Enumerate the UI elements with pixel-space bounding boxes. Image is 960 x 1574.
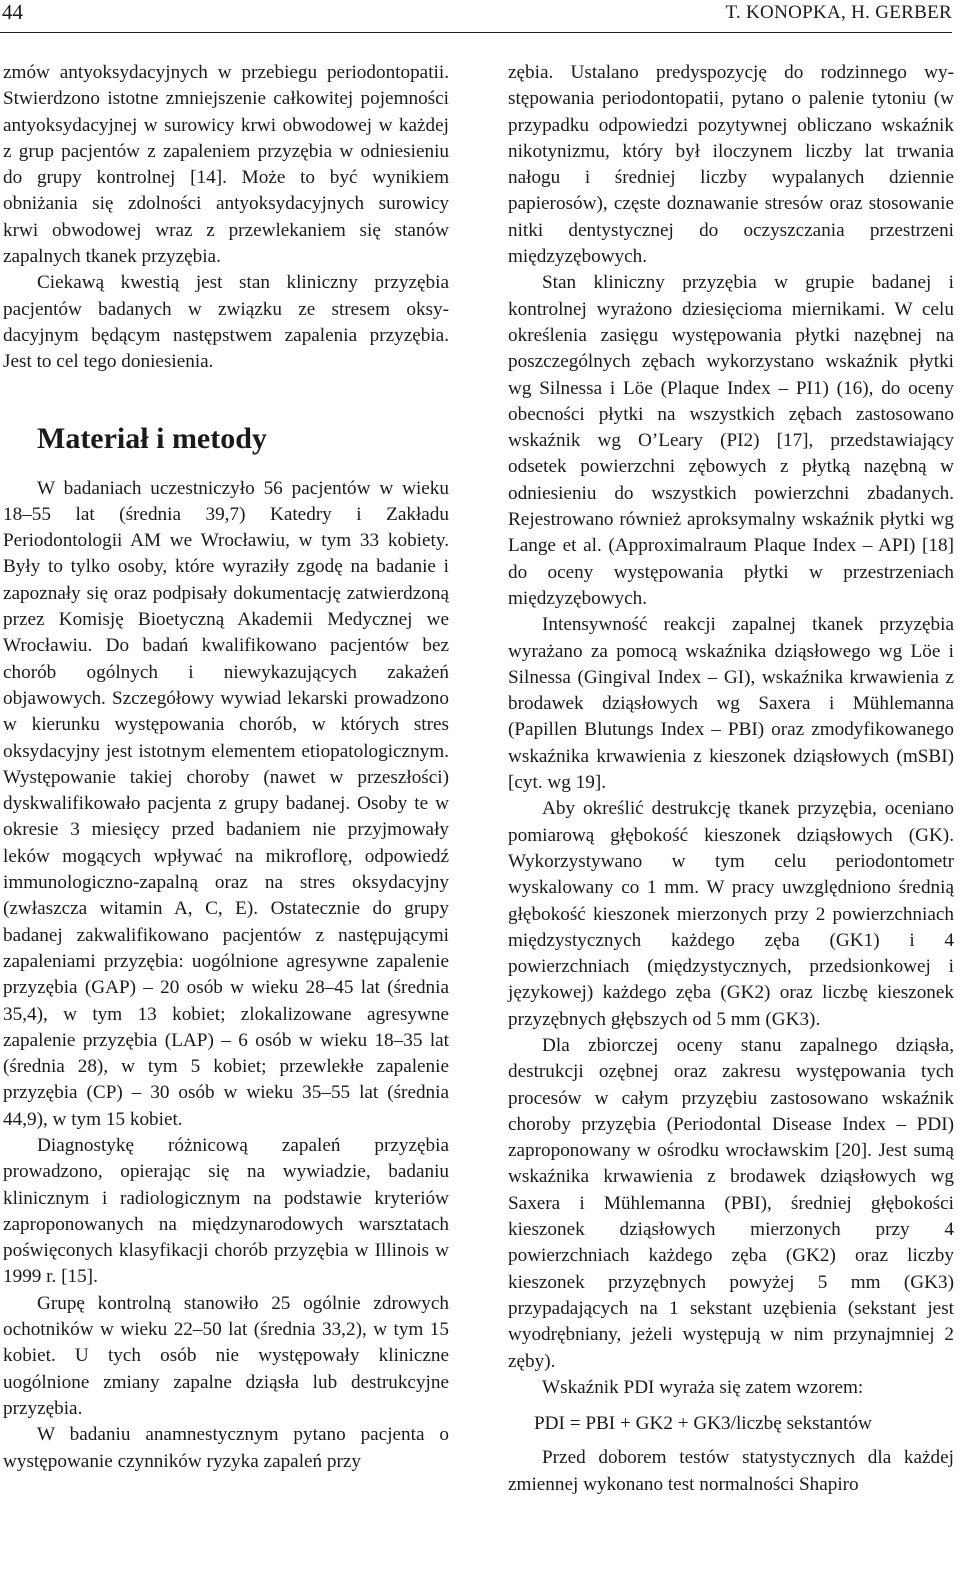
- paragraph: W badaniach uczestniczyło 56 pacjentów w wieku 18–55 lat (średnia 39,7) Katedry i Zakładu Periodontologii AM we Wrocławiu, w tym 33 kobiety. Były to tylko osoby, które wyraziły zgodę na badanie i zapoznały się oraz podpisały dokumentację zatwierdzoną przez Komisję Bioetyczną Akademii Medycznej we Wrocławiu. Do badań kwalifikowano pacjentów bez chorób ogólnych i niewykazujących zakażeń objawowych. Szczegółowy wywiad lekarski prowadzono w kierunku występowania chorób, w których stres oksydacyjny jest istotnym elementem etiopatologicznym. Występowanie takiej choroby (nawet w przeszłości) dyskwalifikowało pacjenta z grupy badanej. Osoby te w okresie 3 miesięcy przed badaniem nie przyjmowały leków mogących wpływać na mikroflorę, odpowiedź immunologiczno-zapalną oraz na stres oksydacyjny (zwłaszcza witamin A, C, E). Ostatecznie do grupy badanej zakwalifikowano pacjentów z następującymi zapaleniami przyzębia: uogólnione agresywne zapalenie przyzębia (GAP) – 20 osób w wieku 28–45 lat (średnia 35,4), w tym 13 kobiet; zlokalizowane agresywne zapalenie przyzębia (LAP) – 6 osób w wieku 18–35 lat (średnia 28), w tym 5 kobiet; przewlekłe zapalenie przyzębia (CP) – 30 osób w wieku 35–55 lat (średnia 44,9), w tym 15 kobiet.: [3, 477, 449, 1130]
- paragraph: zębia. Ustalano predyspozycję do rodzinnego występowania periodontopatii, pytano o palenie tytoniu (w przypadku odpowiedzi pozytywnej obliczano wskaźnik nikotynizmu, który był iloczynem liczby lat trwania nałogu i średniej liczby wypalanych dziennie papierosów), częste doznawanie stresów oraz stosowanie nitki dentystycznej do oczyszczania przestrzeni międzyzębowych.: [508, 62, 954, 268]
- paragraph: Intensywność reakcji zapalnej tkanek przyzębia wyrażano za pomocą wskaźnika dziąsłowego wg Löe i Silnessa (Gingival Index – GI), wskaźnika krwawienia z brodawek dziąsłowych wg Saxera i Mühlemanna (Papillen Blutungs Index – PBI) oraz zmodyfikowanego wskaźnika krwawienia z kieszonek dziąsłowych (mSBI) [cyt. wg 19].: [508, 614, 954, 794]
- running-head-authors: T. KONOPKA, H. GERBER: [725, 2, 952, 23]
- paragraph: W badaniu anamnestycznym pytano pacjenta o występowanie czynników ryzyka zapaleń przy: [3, 1424, 449, 1472]
- paragraph: Przed doborem testów statystycznych dla każdej zmiennej wykonano test normalności Shapiro: [508, 1447, 954, 1495]
- right-column: [508, 60, 954, 1498]
- paragraph: Wskaźnik PDI wyraża się zatem wzorem:: [542, 1376, 864, 1398]
- paragraph: Ciekawą kwestią jest stan kliniczny przyzębia pacjentów badanych w związku ze stresem oksydacyjnym będącym następstwem zapalenia przyzębia. Jest to cel tego doniesienia.: [3, 272, 449, 373]
- paragraph: Grupę kontrolną stanowiło 25 ogólnie zdrowych ochotników w wieku 22–50 lat (średnia 33,2), w tym 15 kobiet. U tych osób nie występowały kliniczne uogólnione zmiany zapalne dziąsła lub destrukcyjne przyzębia.: [3, 1292, 449, 1419]
- paragraph: Dla zbiorczej oceny stanu zapalnego dziąsła, destrukcji ozębnej oraz zakresu występowania tych procesów w całym przyzębiu zastosowano wskaźnik choroby przyzębia (Periodontal Disease Index – PDI) zaproponowany w ośrodku wrocławskim [20]. Jest sumą wskaźnika krwawienia z brodawek dziąsłowych wg Saxera i Mühlemanna (PBI), średniej głębokości kieszonek dziąsłowych mierzonych przy 4 powierzchniach każdego zęba (GK2) oraz liczby kieszonek przyzębnych powyżej 5 mm (GK3) przypadających na 1 sekstant uzębienia (sekstant jest wyodrębniany, jeżeli występują w nim przynajmniej 2 zęby).: [508, 1034, 954, 1372]
- section-title: Materiał i metody: [37, 421, 267, 455]
- paragraph: Stan kliniczny przyzębia w grupie badanej i kontrolnej wyrażono dziesięcioma miernikami. W celu określenia zasięgu występowania płytki nazębnej na poszczególnych zębach wykorzystano wskaźnik płytki wg Silnessa i Löe (Plaque Index – PI1) (16), do oceny obecności płytki na wszystkich zębach zastosowano wskaźnik wg O’Leary (PI2) [17], przedstawiający odsetek powierzchni zębowych z płytką nazębną w odniesieniu do wszystkich powierzchni zbadanych. Rejestrowano również aproksymalny wskaźnik płytki wg Lange et al. (Approximalraum Plaque Index – API) [18] do oceny występowania płytki w przestrzeniach międzyzębowych.: [508, 272, 954, 609]
- paragraph: zmów antyoksydacyjnych w przebiegu periodontopatii. Stwierdzono istotne zmniejszenie całkowitej pojemności antyoksydacyjnej w surowicy krwi obwodowej w każdej z grup pacjentów z zapaleniem przyzębia w odniesieniu do grupy kontrolnej [14]. Może to być wynikiem obniżania się zdolności antyoksydacyjnych surowicy krwi obwodowej wraz z przewlekaniem się stanów zapalnych tkanek przyzębia.: [3, 62, 449, 268]
- formula: PDI = PBI + GK2 + GK3/liczbę sekstantów: [534, 1413, 872, 1435]
- page-number: 44: [2, 0, 23, 24]
- paragraph: Aby określić destrukcję tkanek przyzębia, oceniano pomiarową głębokość kieszonek dziąsłowych (GK). Wykorzystywano w tym celu periodontometr wyskalowany co 1 mm. W pracy uwzględniono średnią głębokość kieszonek mierzonych przy 2 powierzchniach międzystycznych każdego zęba (GK1) i 4 powierzchniach (międzystycznych, przedsionkowej i językowej) każdego zęba (GK2) oraz liczbę kieszonek przyzębnych głębszych od 5 mm (GK3).: [508, 798, 954, 1030]
- left-column: [3, 60, 449, 1475]
- paragraph: Diagnostykę różnicową zapaleń przyzębia prowadzono, opierając się na wywiadzie, badaniu klinicznym i radiologicznym na podstawie kryteriów zaproponowanych na międzynarodowych warsztatach poświęconych klasyfikacji chorób przyzębia w Illinois w 1999 r. [15].: [3, 1134, 449, 1288]
- running-head: [0, 0, 952, 33]
